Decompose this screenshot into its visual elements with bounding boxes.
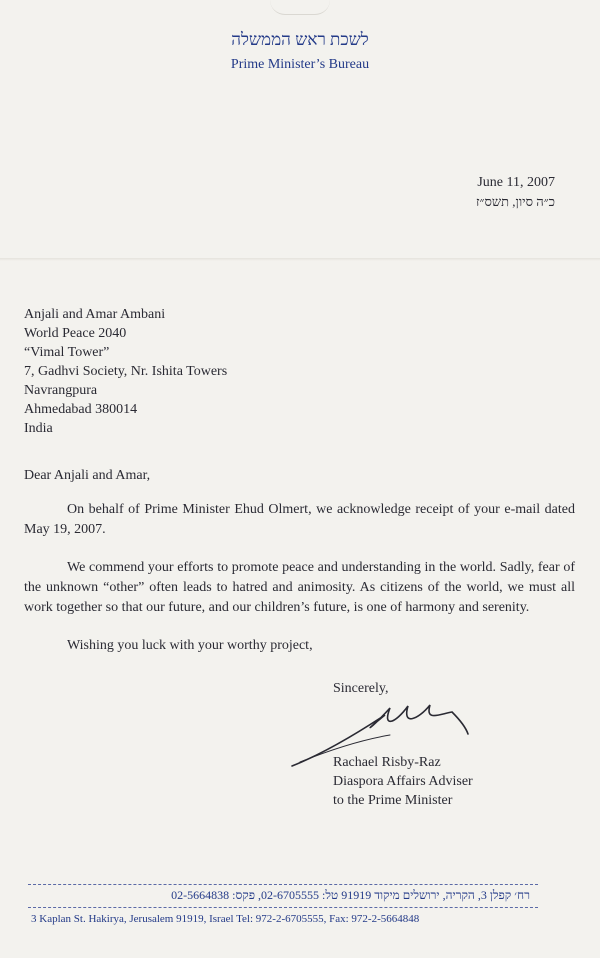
address-line: Navrangpura [24, 383, 98, 398]
date-english: June 11, 2007 [477, 175, 555, 190]
salutation: Dear Anjali and Amar, [24, 468, 151, 483]
paragraph-commendation: We commend your efforts to promote peace and understanding in the world. Sadly, fear of the unknown “other” often leads to hatred and animosity. As citizens of the world, we must all work together so that our future, and our children’s future, is one of harmony and serenity. [24, 560, 575, 615]
signer-name: Rachael Risby-Raz [333, 755, 441, 770]
footer-divider [28, 907, 538, 908]
address-line: 7, Gadhvi Society, Nr. Ishita Towers [24, 364, 228, 379]
date-block [476, 173, 555, 211]
paper-fold [0, 258, 600, 261]
emblem-embossing [270, 0, 330, 15]
footer-divider [28, 884, 538, 885]
date-hebrew: כ״ה סיון, תשס״ז [475, 194, 555, 209]
signer-block [333, 753, 473, 810]
address-line: India [24, 421, 53, 436]
letter-body [24, 466, 575, 656]
signer-title: Diaspora Affairs Adviser [333, 774, 473, 789]
address-line: “Vimal Tower” [24, 345, 110, 360]
signer-title-2: to the Prime Minister [333, 793, 453, 808]
paragraph-acknowledgement: On behalf of Prime Minister Ehud Olmert, we acknowledge receipt of your e-mail dated May 19, 2007. [24, 502, 575, 537]
address-line: Anjali and Amar Ambani [24, 307, 166, 322]
address-line: World Peace 2040 [24, 326, 127, 341]
address-line: Ahmedabad 380014 [24, 402, 138, 417]
letterhead-hebrew-title: לשכת ראש הממשלה [231, 30, 369, 49]
recipient-address [24, 305, 227, 438]
footer-english-address: 3 Kaplan St. Hakirya, Jerusalem 91919, Israel Tel: 972-2-6705555, Fax: 972-2-5664848 [31, 913, 420, 925]
sincerely-closing: Sincerely, [333, 681, 389, 696]
footer-hebrew-address: רח׳ קפלן 3, הקריה, ירושלים מיקוד 91919 טל: 02-6705555, פקס: 02-5664838 [171, 888, 530, 902]
letterhead-english-title: Prime Minister’s Bureau [230, 57, 370, 72]
paragraph-wishes: Wishing you luck with your worthy project, [67, 638, 313, 653]
